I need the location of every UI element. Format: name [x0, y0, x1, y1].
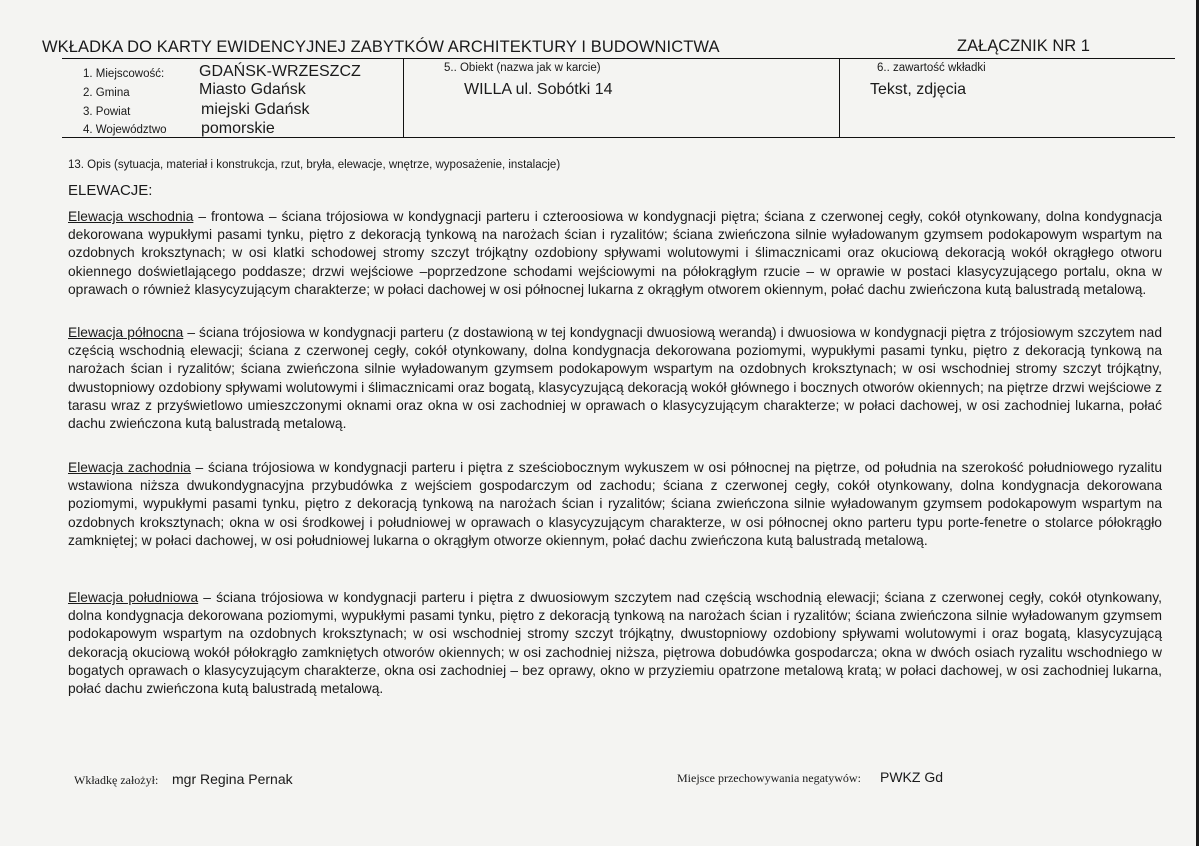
negatives-location-value: PWKZ Gd: [880, 769, 944, 785]
paragraph-east-elevation: [68, 208, 1162, 299]
header-table: [62, 58, 1175, 138]
paragraph-north-elevation: [68, 324, 1162, 433]
district-label: 3. Powiat: [83, 106, 131, 118]
negatives-location-label: Miejsce przechowywania negatywów:: [677, 771, 861, 785]
municipality-label: 2. Gmina: [83, 87, 130, 99]
paragraph-text: – frontowa – ściana trójosiowa w kondygnacji parteru i czteroosiowa w kondygnacji piętra; ściana z czerwonej cegły, cokół otynkowany, dolna kondygnacja dekorowana wypukłymi pasami tynku, piętro z dekoracją tynkową na narożach ścian i ryzalitów; ściana zwieńczona silnie wyładowanym gzymsem podokapowym wspartym na ozdobnych kroksztynach; w osi klatki schodowej stromy szczyt trójkątny ozdobiony spływami wolutowymi i ślimacznicami oraz okuciową dekoracją wokół okrągłego otworu okiennego doświetlającego poddasze; drzwi wejściowe –poprzedzone schodami wejściowymi na półokrągłym rzucie – w oprawie w postaci klasycyzującego portalu, okna w oprawach o również klasycyzującym charakterze; w połaci dachowej w osi północnej lukarna z okrągłym otworem okiennym, połać dachu zwieńczona kutą balustradą metalową.: [68, 209, 1162, 297]
locality-value: GDAŃSK-WRZESZCZ: [199, 63, 361, 80]
paragraph-text: – ściana trójosiowa w kondygnacji parteru i piętra z sześciobocznym wykuszem w osi północnej na piętrze, od południa na szerokość południowego ryzalitu wstawiona niższa dwukondygnacyjna przybudówka z wejściem gospodarczym od zachodu; ściana z czerwonej cegły, cokół otynkowany, dolna kondygnacja dekorowana poziomymi, wypukłymi pasami tynku, piętro z dekoracją tynkową na narożach ścian i ryzalitów; ściana zwieńczona silnie wyładowanym gzymsem podokapowym wspartym na ozdobnych kroksztynach; okna w osi środkowej i południowej w oprawach o klasycyzującym charakterze, w osi północnej okno parteru typu porte-fenetre o stolarce półokrągło zamkniętej; w połaci dachowej, w osi południowej lukarna o okrągłym otworze okiennym, połać dachu zwieńczona kutą balustradą metalową.: [68, 460, 1162, 548]
attachment-number: ZAŁĄCZNIK NR 1: [957, 37, 1090, 55]
column-divider: [403, 59, 404, 137]
author-label: Wkładkę założył:: [74, 773, 159, 787]
column-divider: [839, 59, 840, 137]
paragraph-heading: Elewacja południowa: [68, 590, 199, 605]
municipality-value: Miasto Gdańsk: [199, 81, 306, 98]
district-value: miejski Gdańsk: [201, 101, 310, 118]
description-label: 13. Opis (sytuacja, materiał i konstrukcja, rzut, bryła, elewacje, wnętrze, wyposażenie, instalacje): [68, 159, 561, 171]
paragraph-heading: Elewacja zachodnia: [68, 460, 191, 475]
voivodeship-value: pomorskie: [201, 120, 275, 137]
paragraph-south-elevation: [68, 589, 1162, 698]
paragraph-text: – ściana trójosiowa w kondygnacji parteru i piętra z dwuosiowym szczytem nad częścią wschodnią elewacji; ściana z czerwonej cegły, cokół otynkowany, dolna kondygnacja dekorowana poziomymi, wypukłymi pasami tynku, piętro z dekoracją tynkową na narożach ścian i ryzalitów; ściana zwieńczona silnie wyładowanym gzymsem podokapowym wspartym na ozdobnych kroksztynach; w osi wschodniej stromy szczyt trójkątny, dwustopniowy ozdobiony spływami wolutowymi i oraz bogatą, klasycyzującą dekoracją okuciową wokół półokrągło zamkniętych otworów okiennych; w osi zachodniej niższa, piętrowa dobudówka gospodarcza; okna w dwóch osiach ryzalitu wschodniego w bogatych oprawach o klasycyzującym charakterze, okna osi zachodniej – bez oprawy, okno w przyziemiu opatrzone metalową kratą; w połaci dachowej, w osi zachodniej lukarna, połać dachu zwieńczona kutą balustradą metalową.: [68, 590, 1162, 697]
document-title: WKŁADKA DO KARTY EWIDENCYJNEJ ZABYTKÓW ARCHITEKTURY I BUDOWNICTWA: [42, 38, 720, 56]
contents-value: Tekst, zdjęcia: [870, 81, 967, 98]
object-value: WILLA ul. Sobótki 14: [464, 81, 613, 98]
locality-label: 1. Miejscowość:: [83, 68, 165, 80]
paragraph-heading: Elewacja wschodnia: [68, 209, 194, 224]
paragraph-text: – ściana trójosiowa w kondygnacji parteru (z dostawioną w tej kondygnacji dwuosiową werandą) i dwuosiowa w kondygnacji piętra z trójosiowym szczytem nad częścią wschodnią elewacji; ściana z czerwonej cegły, cokół otynkowany, dolna kondygnacja dekorowana poziomymi, wypukłymi pasami tynku, piętro z dekoracją tynkową na narożach ścian i ryzalitów; ściana zwieńczona silnie wyładowanym gzymsem podokapowym wspartym na ozdobnych kroksztynach; w osi wschodniej stromy szczyt trójkątny, dwustopniowy ozdobiony spływami wolutowymi i ślimacznicami oraz bogatą, klasycyzującą dekoracją wokół głównego i bocznych otworów okiennych; na piętrze drzwi wejściowe z tarasu wraz z przyświetlowo umieszczonymi oknami oraz okna w osi zachodniej w oprawach o klasycyzującym charakterze; w połaci dachowej, w osi zachodniej lukarna, połać dachu zwieńczona kutą balustradą metalową.: [68, 325, 1162, 432]
paragraph-heading: Elewacja północna: [68, 325, 184, 340]
contents-label: 6.. zawartość wkładki: [877, 62, 986, 74]
paragraph-west-elevation: [68, 459, 1162, 550]
section-title: ELEWACJE:: [68, 182, 153, 199]
author-value: mgr Regina Pernak: [172, 771, 293, 787]
voivodeship-label: 4. Województwo: [83, 124, 167, 136]
object-label: 5.. Obiekt (nazwa jak w karcie): [444, 62, 601, 74]
